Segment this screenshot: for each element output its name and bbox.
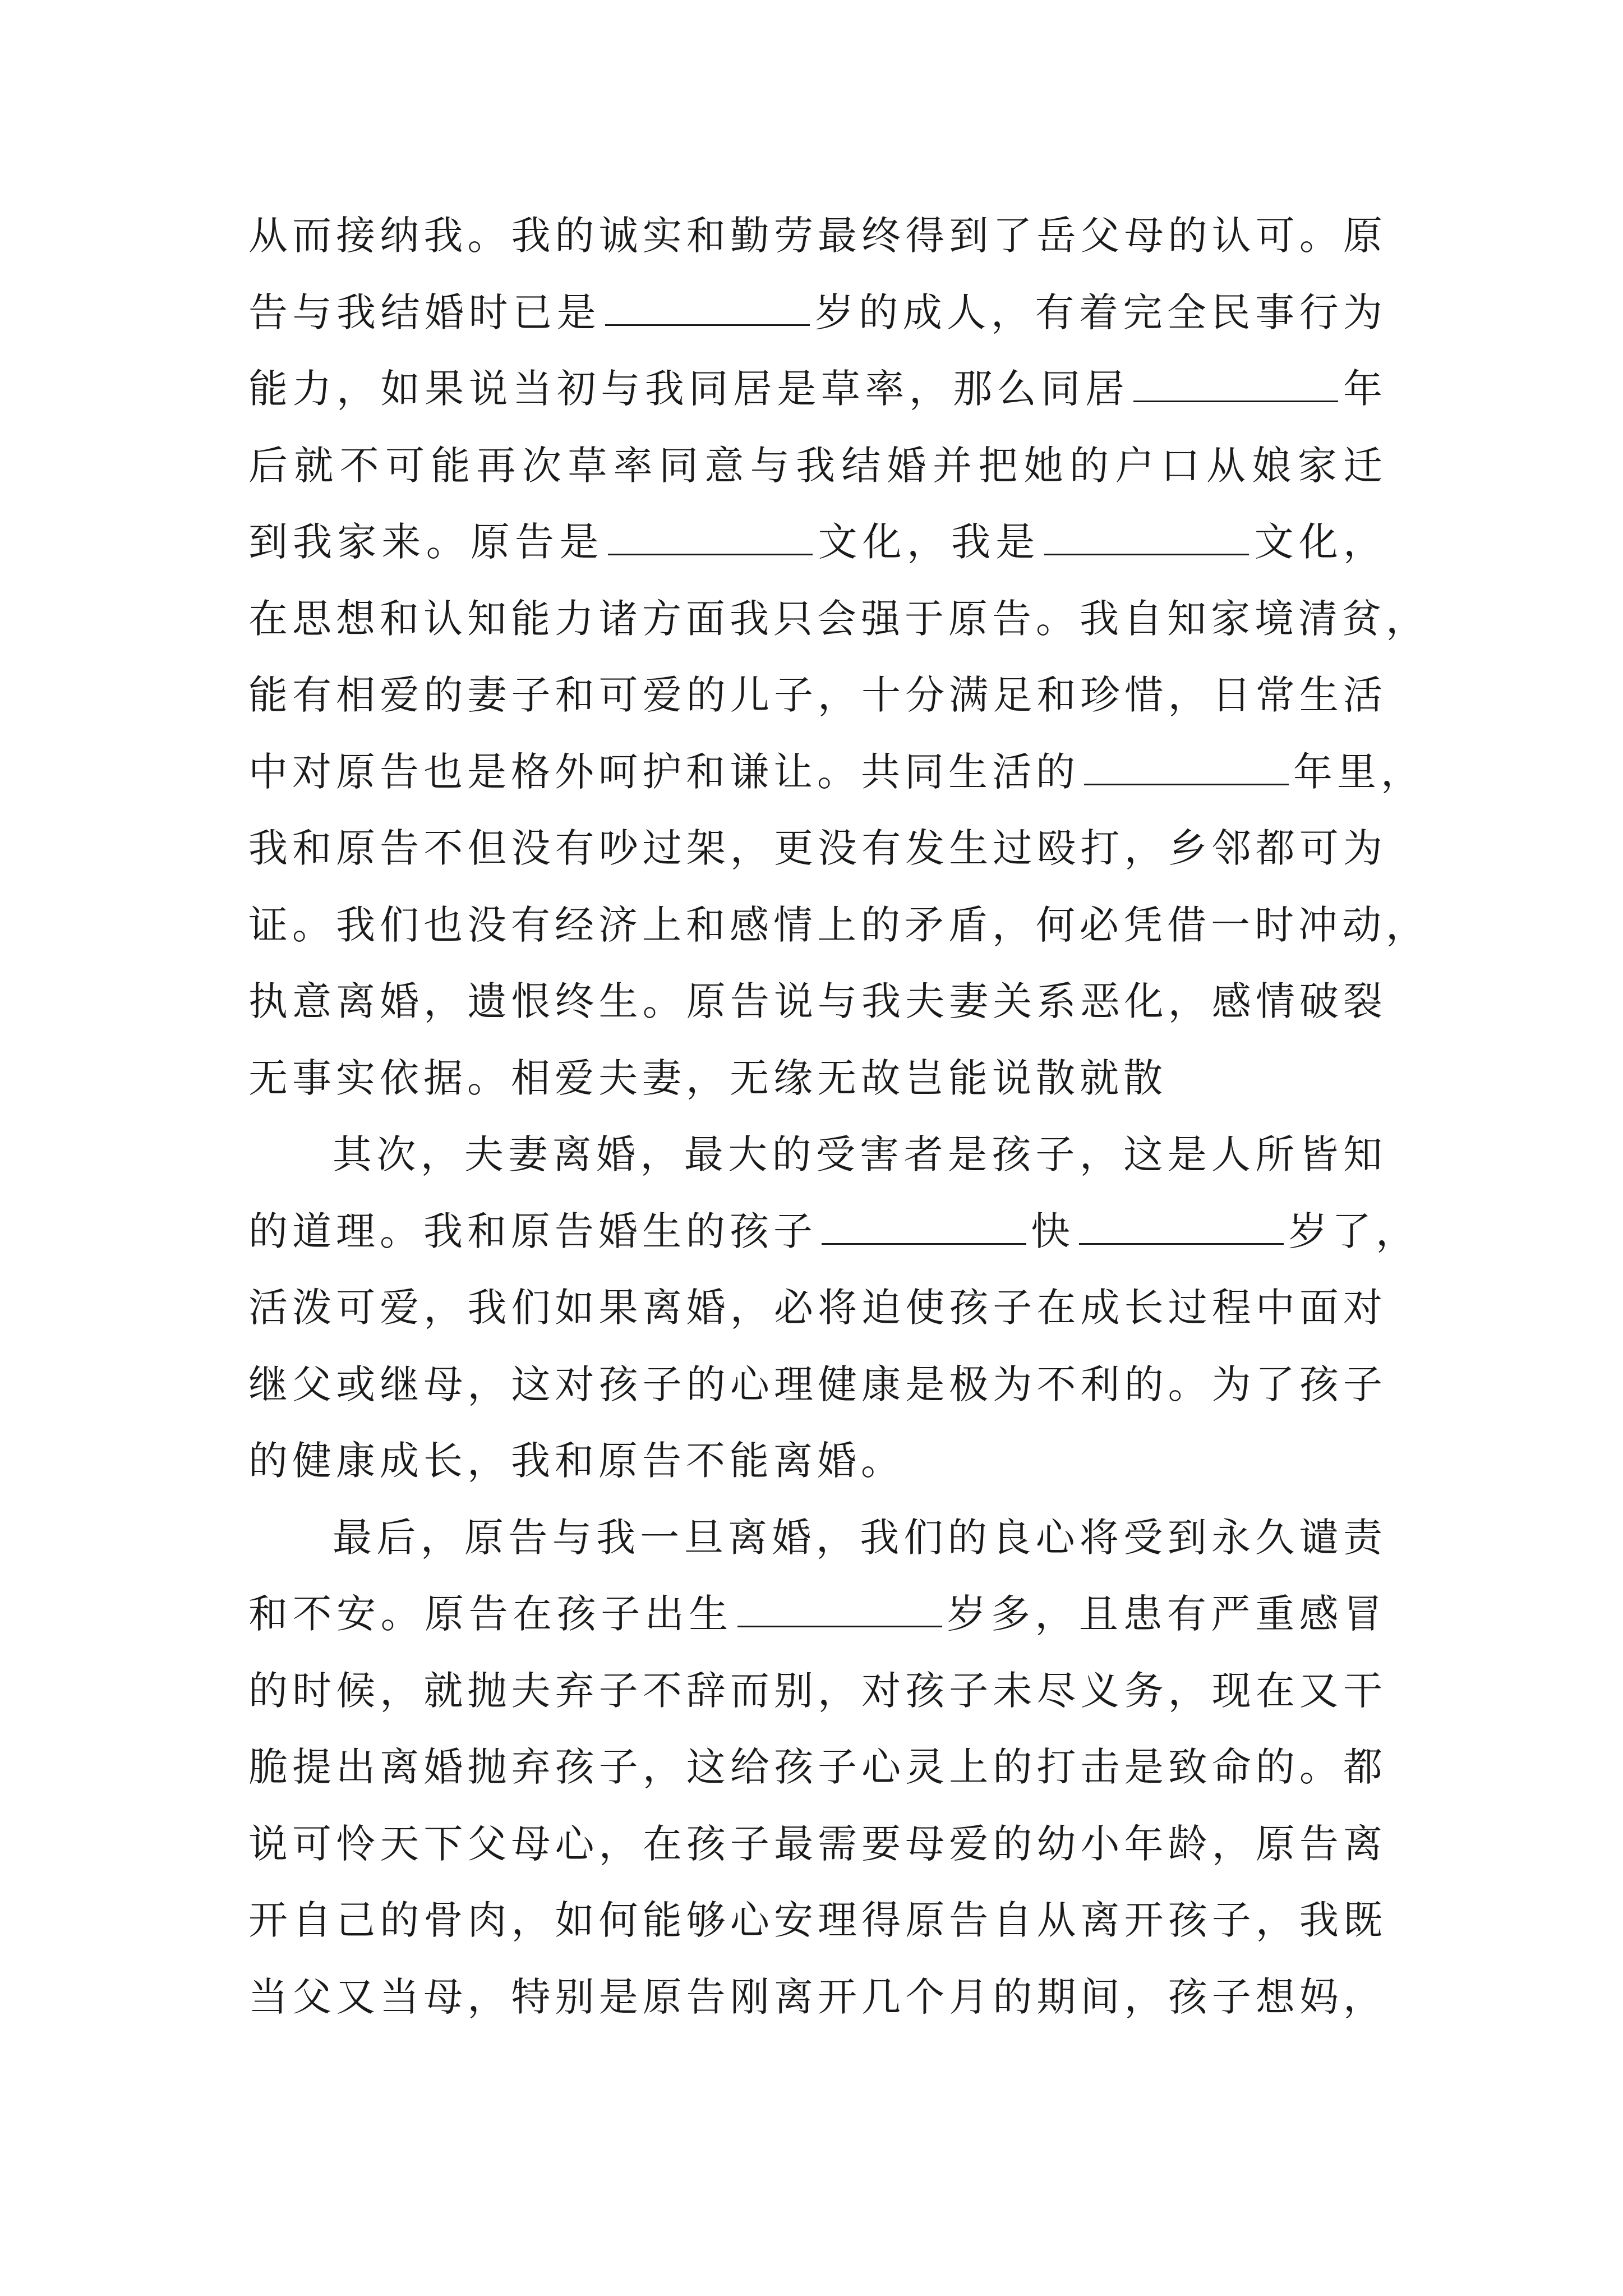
blank-field[interactable] bbox=[737, 1592, 942, 1627]
text-line: 活泼可爱，我们如果离婚，必将迫使孩子在成长过程中面对 bbox=[248, 1285, 1387, 1331]
text-line: 在思想和认知能力诸方面我只会强于原告。我自知家境清贫， bbox=[248, 595, 1430, 642]
blank-field[interactable] bbox=[1079, 1209, 1284, 1245]
blank-field[interactable] bbox=[1084, 750, 1289, 785]
blank-field[interactable] bbox=[605, 291, 810, 326]
blank-field[interactable] bbox=[1044, 520, 1249, 555]
text-line: 能有相爱的妻子和可爱的儿子，十分满足和珍惜，日常生活 bbox=[248, 672, 1387, 718]
text-line: 执意离婚，遗恨终生。原告说与我夫妻关系恶化，感情破裂 bbox=[248, 978, 1387, 1024]
text-line: 能力，如果说当初与我同居是草率，那么同居 年 bbox=[248, 366, 1387, 412]
text-line: 告与我结婚时已是 岁的成人，有着完全民事行为 bbox=[248, 289, 1387, 335]
text-line: 开自己的骨肉，如何能够心安理得原告自从离开孩子，我既 bbox=[248, 1897, 1387, 1943]
text-line: 后就不可能再次草率同意与我结婚并把她的户口从娘家迁 bbox=[248, 442, 1387, 489]
text-line: 证。我们也没有经济上和感情上的矛盾，何必凭借一时冲动， bbox=[248, 901, 1430, 948]
blank-field[interactable] bbox=[608, 520, 813, 555]
blank-field[interactable] bbox=[822, 1209, 1026, 1245]
text-line: 的时候，就抛夫弃子不辞而别，对孩子未尽义务，现在又干 bbox=[248, 1667, 1387, 1714]
text-line: 和不安。原告在孩子出生 岁多，且患有严重感冒 bbox=[248, 1591, 1387, 1637]
document-body-text bbox=[248, 197, 1430, 2035]
text-line: 我和原告不但没有吵过架，更没有发生过殴打，乡邻都可为 bbox=[248, 825, 1387, 871]
paragraph-first-line: 最后，原告与我一旦离婚，我们的良心将受到永久谴责 bbox=[333, 1514, 1387, 1561]
text-line: 说可怜天下父母心，在孩子最需要母爱的幼小年龄，原告离 bbox=[248, 1820, 1387, 1867]
text-line: 中对原告也是格外呵护和谦让。共同生活的 年里， bbox=[248, 748, 1424, 795]
text-line: 脆提出离婚抛弃孩子，这给孩子心灵上的打击是致命的。都 bbox=[248, 1744, 1387, 1790]
blank-field[interactable] bbox=[1133, 367, 1338, 402]
text-line: 的健康成长，我和原告不能离婚。 bbox=[248, 1438, 905, 1484]
text-line: 继父或继母，这对孩子的心理健康是极为不利的。为了孩子 bbox=[248, 1361, 1387, 1407]
paragraph-first-line: 其次，夫妻离婚，最大的受害者是孩子，这是人所皆知 bbox=[333, 1131, 1387, 1177]
text-line: 当父又当母，特别是原告刚离开几个月的期间，孩子想妈， bbox=[248, 1973, 1387, 2020]
text-line: 的道理。我和原告婚生的孩子 快 岁了， bbox=[248, 1208, 1419, 1254]
text-line: 无事实依据。相爱夫妻，无缘无故岂能说散就散 bbox=[248, 1055, 1167, 1101]
text-line: 到我家来。原告是 文化，我是 文化， bbox=[248, 519, 1387, 565]
text-line: 从而接纳我。我的诚实和勤劳最终得到了岳父母的认可。原 bbox=[248, 213, 1387, 259]
